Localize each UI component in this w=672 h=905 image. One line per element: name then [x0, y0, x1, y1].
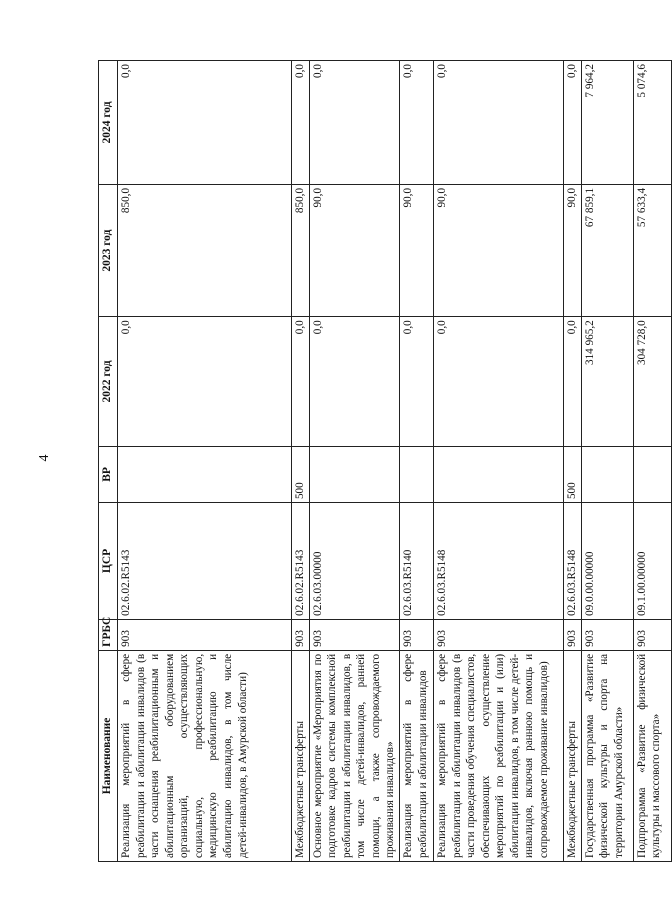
row-2024: 7 964,2	[581, 61, 633, 185]
page-number: 4	[37, 454, 52, 462]
table-row	[399, 61, 433, 862]
row-name: Реализация мероприятий в сфере реабилитации и абилитации инвалидов (в части оснащения реабилитационным и абилитационным оборудованием организаций, осуществляющих социальную, профессиональную, медицинскую реабилитацию и абилитацию инвалидов, в том числе детей-инвалидов, в Амурской области)	[118, 650, 292, 861]
header-2022: 2022 год	[99, 317, 118, 447]
row-csr: 02.6.02.R5143	[292, 503, 310, 620]
row-grbs: 903	[292, 619, 310, 650]
row-csr: 02.6.03.R5140	[399, 503, 433, 620]
row-2023: 57 633,4	[633, 184, 671, 316]
row-2023: 67 859,1	[581, 184, 633, 316]
table-row	[433, 61, 563, 862]
row-2024: 0,0	[563, 61, 581, 185]
header-grbs: ГРБС	[99, 619, 118, 650]
row-2023: 90,0	[399, 184, 433, 316]
budget-table	[98, 60, 672, 862]
row-name: Государственная программа «Развитие физической культуры и спорта на территории Амурской области»	[581, 650, 633, 861]
header-name: Наименование	[99, 650, 118, 861]
row-vr: 500	[563, 446, 581, 502]
row-2023: 850,0	[118, 184, 292, 316]
header-csr: ЦСР	[99, 503, 118, 620]
rotated-page-content	[98, 60, 663, 862]
row-2022: 314 965,2	[581, 317, 633, 447]
row-2023: 90,0	[309, 184, 399, 316]
row-name: Межбюджетные трансферты	[292, 650, 310, 861]
row-name: Основное мероприятие «Мероприятия по подготовке кадров системы комплексной реабилитации и абилитации инвалидов, в том числе детей-инвалидов, ранней помощи, а также сопровождаемого проживания инвалидов»	[309, 650, 399, 861]
row-csr: 02.6.02.R5143	[118, 503, 292, 620]
row-2022: 0,0	[399, 317, 433, 447]
row-csr: 02.6.03.R5148	[563, 503, 581, 620]
row-2024: 0,0	[118, 61, 292, 185]
table-row	[633, 61, 671, 862]
row-grbs: 903	[563, 619, 581, 650]
table-row	[581, 61, 633, 862]
row-2024: 0,0	[399, 61, 433, 185]
row-2024: 0,0	[309, 61, 399, 185]
row-name: Межбюджетные трансферты	[563, 650, 581, 861]
row-2023: 90,0	[563, 184, 581, 316]
row-2023: 850,0	[292, 184, 310, 316]
header-2023: 2023 год	[99, 184, 118, 316]
header-vr: ВР	[99, 446, 118, 502]
header-2024: 2024 год	[99, 61, 118, 185]
row-grbs: 903	[118, 619, 292, 650]
row-vr	[399, 446, 433, 502]
table-header-row	[99, 61, 118, 862]
row-2022: 0,0	[309, 317, 399, 447]
row-grbs: 903	[633, 619, 671, 650]
row-vr	[433, 446, 563, 502]
row-vr	[309, 446, 399, 502]
table-row	[292, 61, 310, 862]
row-name: Подпрограмма «Развитие физической культуры и массового спорта»	[633, 650, 671, 861]
row-vr	[633, 446, 671, 502]
row-vr	[581, 446, 633, 502]
row-csr: 09.1.00.00000	[633, 503, 671, 620]
row-name: Реализация мероприятий в сфере реабилитации и абилитации инвалидов (в части проведения обучения специалистов, обеспечивающих осуществление мероприятий по реабилитации и (или) абилитации инвалидов, в том числе детей-инвалидов, включая раннюю помощь и сопровождаемое проживание инвалидов)	[433, 650, 563, 861]
row-csr: 02.6.03.R5148	[433, 503, 563, 620]
row-name: Реализация мероприятий в сфере реабилитации и абилитации инвалидов	[399, 650, 433, 861]
row-csr: 09.0.00.00000	[581, 503, 633, 620]
table-row	[118, 61, 292, 862]
row-grbs: 903	[309, 619, 399, 650]
row-grbs: 903	[433, 619, 563, 650]
table-row	[563, 61, 581, 862]
row-2024: 0,0	[292, 61, 310, 185]
row-2022: 304 728,0	[633, 317, 671, 447]
row-vr: 500	[292, 446, 310, 502]
row-2024: 0,0	[433, 61, 563, 185]
row-2022: 0,0	[563, 317, 581, 447]
row-2023: 90,0	[433, 184, 563, 316]
row-grbs: 903	[399, 619, 433, 650]
table-row	[309, 61, 399, 862]
row-csr: 02.6.03.00000	[309, 503, 399, 620]
row-2022: 0,0	[433, 317, 563, 447]
row-2022: 0,0	[292, 317, 310, 447]
row-2024: 5 074,6	[633, 61, 671, 185]
row-2022: 0,0	[118, 317, 292, 447]
row-grbs: 903	[581, 619, 633, 650]
row-vr	[118, 446, 292, 502]
